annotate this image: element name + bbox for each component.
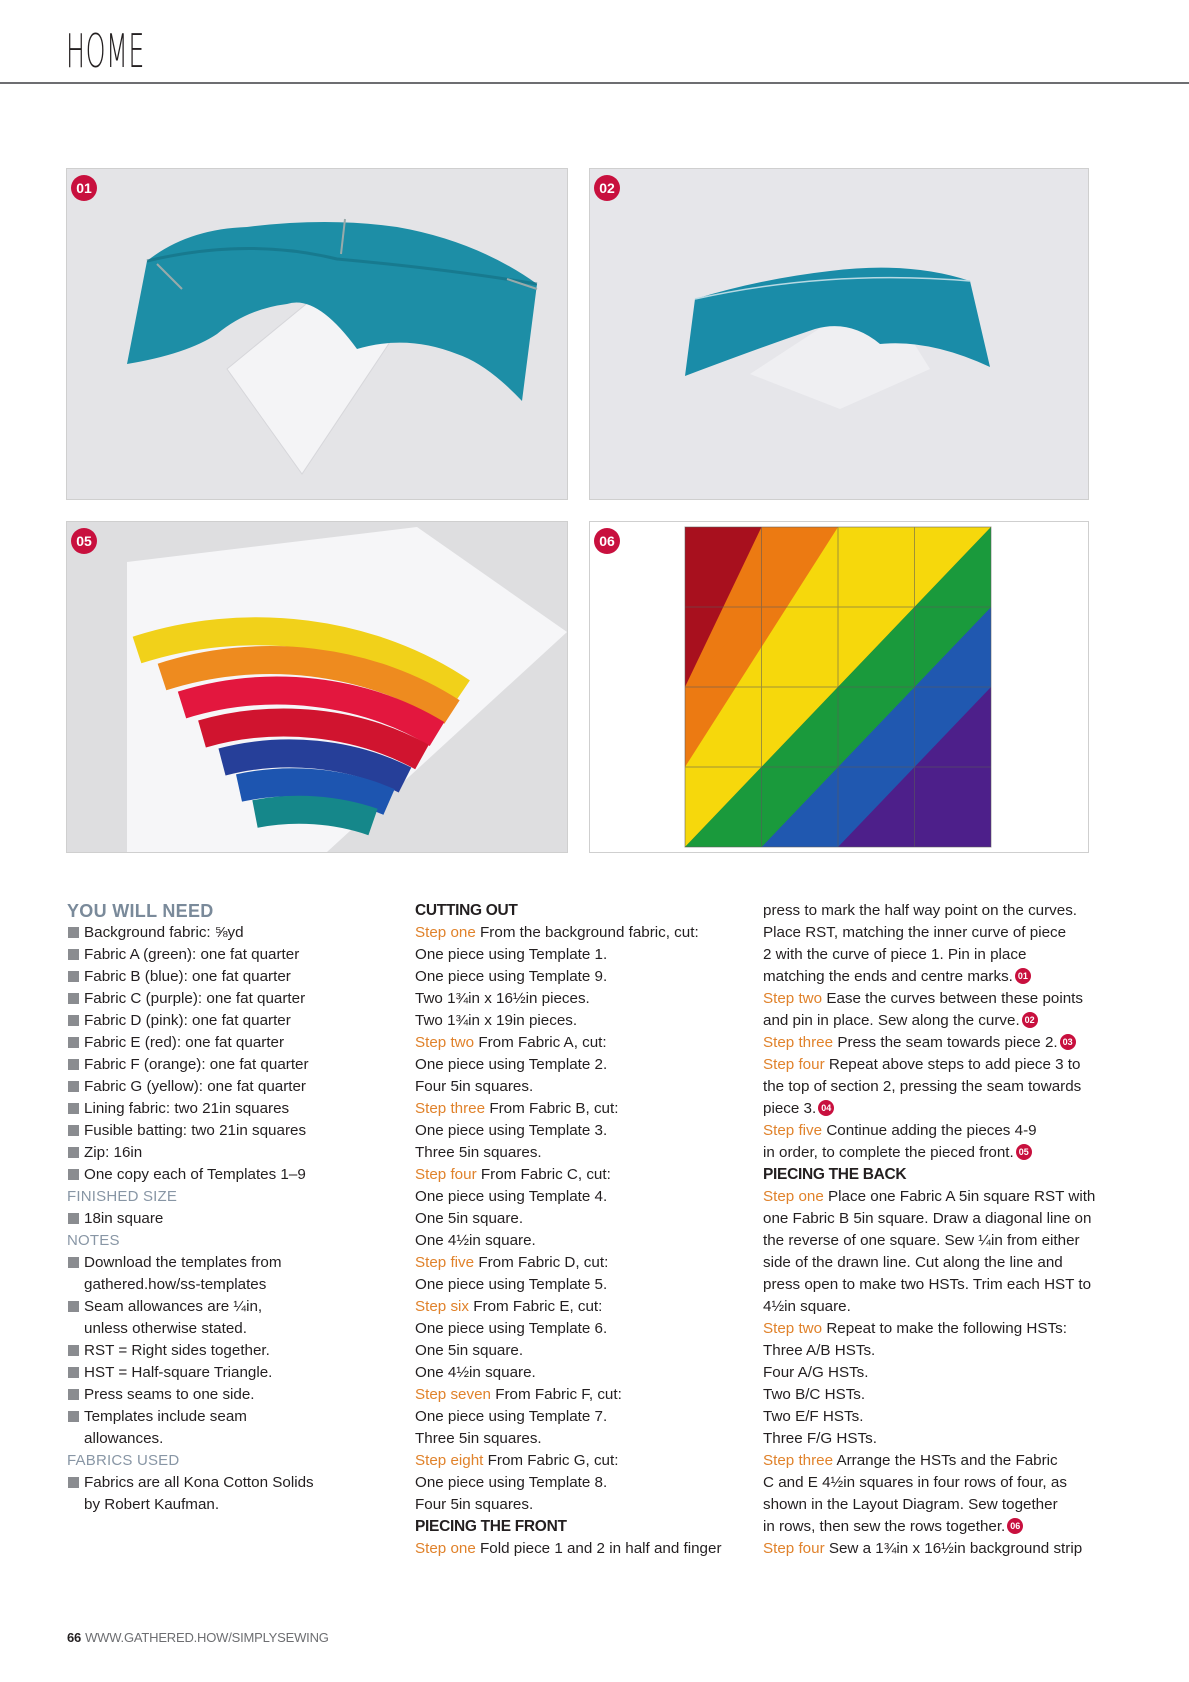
text-line bbox=[415, 1296, 745, 1318]
text-line bbox=[763, 1230, 1103, 1252]
step-text: Three F/G HSTs. bbox=[763, 1430, 877, 1447]
step-text: Two 1¾in x 19in pieces. bbox=[415, 1012, 578, 1029]
step-badge: 06 bbox=[594, 528, 620, 554]
text-line bbox=[763, 1384, 1103, 1406]
list-item: RST = Right sides together. bbox=[67, 1340, 307, 1362]
step-text: One piece using Template 9. bbox=[415, 968, 608, 985]
notes-heading: NOTES bbox=[67, 1232, 120, 1249]
photo-step-01 bbox=[66, 168, 568, 500]
step-text: One piece using Template 8. bbox=[415, 1474, 608, 1491]
step-label: Step two bbox=[763, 990, 823, 1007]
photo-step-06 bbox=[589, 521, 1089, 853]
footer-url: WWW.GATHERED.HOW/SIMPLYSEWING bbox=[85, 1630, 329, 1645]
text-line bbox=[415, 1406, 745, 1428]
photo-ref-badge: 01 bbox=[1015, 968, 1031, 984]
text-line bbox=[763, 966, 1103, 988]
list-item: Fabrics are all Kona Cotton Solids by Robert Kaufman. bbox=[67, 1472, 327, 1516]
text-line bbox=[763, 922, 1103, 944]
list-item: Fabric F (orange): one fat quarter bbox=[67, 1054, 367, 1076]
step-text: From Fabric E, cut: bbox=[469, 1298, 603, 1315]
piecing-back-heading: PIECING THE BACK bbox=[763, 1166, 907, 1183]
step-text: Three 5in squares. bbox=[415, 1430, 542, 1447]
photo-05-illustration bbox=[67, 522, 567, 852]
text-line bbox=[415, 1010, 745, 1032]
step-text: press to mark the half way point on the curves. bbox=[763, 902, 1078, 919]
step-text: One piece using Template 6. bbox=[415, 1320, 608, 1337]
step-label: Step two bbox=[415, 1034, 475, 1051]
text-line bbox=[415, 922, 745, 944]
page-number: 66 bbox=[67, 1630, 82, 1645]
notes-list bbox=[67, 1252, 307, 1450]
step-text: Ease the curves between these points bbox=[822, 990, 1083, 1007]
text-line bbox=[763, 1450, 1103, 1472]
list-item: HST = Half-square Triangle. bbox=[67, 1362, 307, 1384]
step-text: press open to make two HSTs. Trim each HST to bbox=[763, 1276, 1092, 1293]
text-line bbox=[415, 944, 745, 966]
text-line bbox=[763, 1054, 1103, 1076]
step-text: From Fabric D, cut: bbox=[474, 1254, 609, 1271]
step-text: one Fabric B 5in square. Draw a diagonal line on bbox=[763, 1210, 1092, 1227]
step-label: Step eight bbox=[415, 1452, 484, 1469]
step-text: One piece using Template 4. bbox=[415, 1188, 608, 1205]
list-item: Download the templates from gathered.how/ss-templates bbox=[67, 1252, 307, 1296]
section-title: HOME bbox=[66, 24, 145, 78]
text-line bbox=[415, 1076, 745, 1098]
text-line bbox=[763, 900, 1103, 922]
step-label: Step three bbox=[415, 1100, 486, 1117]
photo-step-02 bbox=[589, 168, 1089, 500]
list-item: Fabric D (pink): one fat quarter bbox=[67, 1010, 367, 1032]
step-text: Repeat above steps to add piece 3 to bbox=[824, 1056, 1081, 1073]
list-item: Zip: 16in bbox=[67, 1142, 367, 1164]
photo-ref-badge: 04 bbox=[818, 1100, 834, 1116]
piecing-front-continued bbox=[763, 900, 1103, 1164]
step-text: One piece using Template 7. bbox=[415, 1408, 608, 1425]
list-item: 18in square bbox=[67, 1208, 367, 1230]
text-line bbox=[415, 1428, 745, 1450]
photo-02-illustration bbox=[590, 169, 1088, 499]
step-text: From Fabric G, cut: bbox=[483, 1452, 619, 1469]
text-line bbox=[763, 1032, 1103, 1054]
text-line bbox=[415, 1340, 745, 1362]
step-badge: 05 bbox=[71, 528, 97, 554]
text-line bbox=[415, 1032, 745, 1054]
text-line bbox=[415, 1054, 745, 1076]
step-text: Four A/G HSTs. bbox=[763, 1364, 869, 1381]
text-line bbox=[763, 1428, 1103, 1450]
step-text: side of the drawn line. Cut along the line and bbox=[763, 1254, 1063, 1271]
step-label: Step five bbox=[415, 1254, 475, 1271]
list-item: Background fabric: ⅝yd bbox=[67, 922, 367, 944]
step-text: Two 1¾in x 16½in pieces. bbox=[415, 990, 590, 1007]
step-text: Continue adding the pieces 4-9 bbox=[822, 1122, 1037, 1139]
text-line bbox=[763, 1010, 1103, 1032]
text-line bbox=[763, 1186, 1103, 1208]
step-text: the reverse of one square. Sew ¼in from either bbox=[763, 1232, 1080, 1249]
text-line bbox=[763, 1098, 1103, 1120]
step-text: From the background fabric, cut: bbox=[475, 924, 699, 941]
text-line bbox=[415, 988, 745, 1010]
you-will-need-heading: YOU WILL NEED bbox=[67, 901, 214, 921]
text-line bbox=[763, 1120, 1103, 1142]
hst-layout-diagram bbox=[590, 522, 1088, 852]
step-text: Repeat to make the following HSTs: bbox=[822, 1320, 1067, 1337]
step-text: From Fabric A, cut: bbox=[474, 1034, 607, 1051]
photo-ref-badge: 02 bbox=[1022, 1012, 1038, 1028]
step-text: From Fabric C, cut: bbox=[476, 1166, 611, 1183]
text-line bbox=[415, 1274, 745, 1296]
cutting-out-text bbox=[415, 922, 745, 1516]
step-text: the top of section 2, pressing the seam towards bbox=[763, 1078, 1082, 1095]
text-line bbox=[415, 1098, 745, 1120]
list-item: Fabric B (blue): one fat quarter bbox=[67, 966, 367, 988]
text-line bbox=[763, 1208, 1103, 1230]
text-line bbox=[763, 1076, 1103, 1098]
finished-size-heading: FINISHED SIZE bbox=[67, 1188, 178, 1205]
list-item: Fusible batting: two 21in squares bbox=[67, 1120, 367, 1142]
photo-step-05 bbox=[66, 521, 568, 853]
column-materials bbox=[67, 900, 367, 1516]
step-text: One piece using Template 5. bbox=[415, 1276, 608, 1293]
step-text: piece 3. bbox=[763, 1100, 817, 1117]
fabrics-used-heading: FABRICS USED bbox=[67, 1452, 180, 1469]
step-label: Step four bbox=[763, 1056, 825, 1073]
page-footer bbox=[67, 1630, 329, 1645]
text-line bbox=[415, 1318, 745, 1340]
step-text: and pin in place. Sew along the curve. bbox=[763, 1012, 1020, 1029]
step-badge: 02 bbox=[594, 175, 620, 201]
cutting-out-heading: CUTTING OUT bbox=[415, 902, 518, 919]
header-divider bbox=[0, 82, 1189, 84]
text-line bbox=[415, 1450, 745, 1472]
text-line bbox=[763, 1494, 1103, 1516]
text-line bbox=[415, 1494, 745, 1516]
step-text: Four 5in squares. bbox=[415, 1496, 534, 1513]
step-text: Arrange the HSTs and the Fabric bbox=[833, 1452, 1058, 1469]
text-line bbox=[763, 988, 1103, 1010]
step-text: One piece using Template 2. bbox=[415, 1056, 608, 1073]
step-text: Two E/F HSTs. bbox=[763, 1408, 864, 1425]
text-line bbox=[763, 944, 1103, 966]
step-label: Step seven bbox=[415, 1386, 491, 1403]
step-label: Step six bbox=[415, 1298, 470, 1315]
list-item: Seam allowances are ¼in, unless otherwise stated. bbox=[67, 1296, 307, 1340]
text-line bbox=[415, 1208, 745, 1230]
text-line bbox=[763, 1142, 1103, 1164]
step-text: Three A/B HSTs. bbox=[763, 1342, 876, 1359]
step-text: Place RST, matching the inner curve of piece bbox=[763, 924, 1067, 941]
text-line bbox=[763, 1406, 1103, 1428]
text-line bbox=[415, 1120, 745, 1142]
photo-ref-badge: 06 bbox=[1007, 1518, 1023, 1534]
piecing-front-text bbox=[415, 1538, 745, 1560]
step-label: Step three bbox=[763, 1034, 834, 1051]
text-line bbox=[763, 1472, 1103, 1494]
step-text: One piece using Template 3. bbox=[415, 1122, 608, 1139]
step-text: One 5in square. bbox=[415, 1210, 524, 1227]
you-will-need-list bbox=[67, 922, 367, 1186]
step-label: Step two bbox=[763, 1320, 823, 1337]
step-text: 4½in square. bbox=[763, 1298, 851, 1315]
step-text: One piece using Template 1. bbox=[415, 946, 608, 963]
step-text: C and E 4½in squares in four rows of four, as bbox=[763, 1474, 1067, 1491]
step-text: Place one Fabric A 5in square RST with bbox=[823, 1188, 1096, 1205]
text-line bbox=[763, 1318, 1103, 1340]
photo-ref-badge: 03 bbox=[1060, 1034, 1076, 1050]
step-text: Press the seam towards piece 2. bbox=[833, 1034, 1058, 1051]
step-label: Step one bbox=[763, 1188, 824, 1205]
finished-size-list bbox=[67, 1208, 367, 1230]
step-text: Four 5in squares. bbox=[415, 1078, 534, 1095]
list-item: Fabric C (purple): one fat quarter bbox=[67, 988, 367, 1010]
step-label: Step four bbox=[415, 1166, 477, 1183]
text-line bbox=[763, 1252, 1103, 1274]
piecing-back-text bbox=[763, 1186, 1103, 1560]
text-line bbox=[763, 1340, 1103, 1362]
fabrics-used-list bbox=[67, 1472, 327, 1516]
text-line bbox=[763, 1362, 1103, 1384]
step-label: Step three bbox=[763, 1452, 834, 1469]
text-line bbox=[763, 1296, 1103, 1318]
piecing-front-heading: PIECING THE FRONT bbox=[415, 1518, 567, 1535]
text-line bbox=[415, 1384, 745, 1406]
text-line bbox=[415, 1472, 745, 1494]
step-text: matching the ends and centre marks. bbox=[763, 968, 1013, 985]
photo-01-illustration bbox=[67, 169, 567, 499]
step-text: One 4½in square. bbox=[415, 1364, 536, 1381]
step-label: Step one bbox=[415, 1540, 476, 1557]
step-label: Step five bbox=[763, 1122, 823, 1139]
step-text: shown in the Layout Diagram. Sew together bbox=[763, 1496, 1058, 1513]
step-label: Step one bbox=[415, 924, 476, 941]
text-line bbox=[415, 1142, 745, 1164]
step-text: Three 5in squares. bbox=[415, 1144, 542, 1161]
list-item: Press seams to one side. bbox=[67, 1384, 307, 1406]
step-text: Sew a 1¾in x 16½in background strip bbox=[824, 1540, 1083, 1557]
list-item: One copy each of Templates 1–9 bbox=[67, 1164, 367, 1186]
list-item: Fabric A (green): one fat quarter bbox=[67, 944, 367, 966]
step-text: in rows, then sew the rows together. bbox=[763, 1518, 1006, 1535]
step-text: One 5in square. bbox=[415, 1342, 524, 1359]
step-text: 2 with the curve of piece 1. Pin in place bbox=[763, 946, 1027, 963]
text-line bbox=[415, 966, 745, 988]
step-text: Fold piece 1 and 2 in half and finger bbox=[475, 1540, 722, 1557]
text-line bbox=[415, 1362, 745, 1384]
step-text: in order, to complete the pieced front. bbox=[763, 1144, 1014, 1161]
text-line bbox=[415, 1538, 745, 1560]
step-text: One 4½in square. bbox=[415, 1232, 536, 1249]
step-text: From Fabric B, cut: bbox=[485, 1100, 619, 1117]
text-line bbox=[415, 1252, 745, 1274]
step-label: Step four bbox=[763, 1540, 825, 1557]
list-item: Fabric E (red): one fat quarter bbox=[67, 1032, 367, 1054]
text-line bbox=[415, 1230, 745, 1252]
photo-ref-badge: 05 bbox=[1016, 1144, 1032, 1160]
list-item: Lining fabric: two 21in squares bbox=[67, 1098, 367, 1120]
text-line bbox=[763, 1538, 1103, 1560]
list-item: Templates include seam allowances. bbox=[67, 1406, 264, 1450]
step-text: Two B/C HSTs. bbox=[763, 1386, 866, 1403]
column-cutting bbox=[415, 900, 745, 1560]
text-line bbox=[763, 1516, 1103, 1538]
list-item: Fabric G (yellow): one fat quarter bbox=[67, 1076, 367, 1098]
text-line bbox=[415, 1164, 745, 1186]
step-text: From Fabric F, cut: bbox=[491, 1386, 622, 1403]
step-badge: 01 bbox=[71, 175, 97, 201]
column-piecing bbox=[763, 900, 1103, 1560]
text-line bbox=[763, 1274, 1103, 1296]
text-line bbox=[415, 1186, 745, 1208]
